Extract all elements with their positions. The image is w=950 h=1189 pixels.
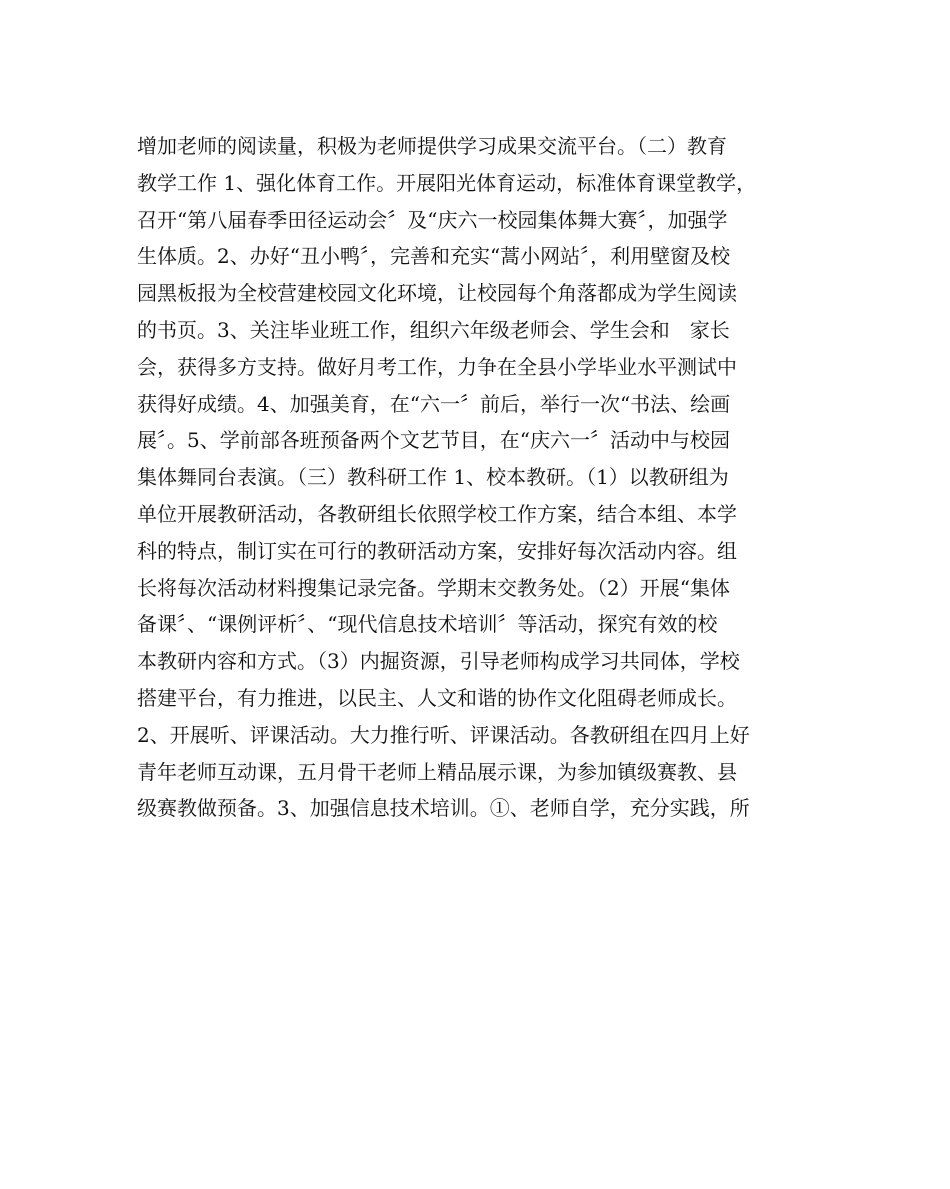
text-line-12: 科的特点，制订实在可行的教研活动方案，安排好每次活动内容。组 bbox=[137, 538, 737, 563]
text-line-9: 展〞。5、学前部各班预备两个文艺节目，在“庆六一〞活动中与校园 bbox=[137, 428, 730, 453]
text-line-15: 本教研内容和方式。（3）内掘资源，引导老师构成学习共同体，学校 bbox=[137, 649, 740, 674]
text-line-19: 级赛教做预备。3、加强信息技术培训。①、老师自学，充分实践，所 bbox=[137, 796, 750, 821]
text-line-1: 增加老师的阅读量，积极为老师提供学习成果交流平台。（二）教育 bbox=[137, 134, 727, 158]
body-text bbox=[137, 128, 817, 827]
text-line-4: 生体质。2、办好“丑小鸭〞，完善和充实“蒿小网站〞，利用壁窗及校 bbox=[137, 244, 731, 269]
text-line-14: 备课〞、“课例评析〞、“现代信息技术培训〞等活动，探究有效的校 bbox=[137, 612, 718, 637]
text-line-3: 召开“第八届春季田径运动会〞及“庆六一校园集体舞大赛〞，加强学 bbox=[137, 207, 728, 232]
text-line-8: 获得好成绩。4、加强美育，在“六一〞前后，举行一次“书法、绘画 bbox=[137, 391, 731, 416]
text-line-11: 单位开展教研活动，各教研组长依照学校工作方案，结合本组、本学 bbox=[137, 501, 737, 526]
text-line-10: 集体舞同台表演。（三）教科研工作 1、校本教研。（1）以教研组为 bbox=[137, 465, 729, 490]
text-line-13: 长将每次活动材料搜集记录完备。学期末交教务处。（2）开展“集体 bbox=[137, 575, 730, 600]
text-line-7: 会，获得多方支持。做好月考工作，力争在全县小学毕业水平测试中 bbox=[137, 354, 737, 379]
text-line-2: 教学工作 1、强化体育工作。开展阳光体育运动，标准体育课堂教学， bbox=[137, 170, 757, 195]
text-line-18: 青年老师互动课，五月骨干老师上精品展示课，为参加镇级赛教、县 bbox=[137, 759, 737, 784]
text-line-6: 的书页。3、关注毕业班工作，组织六年级老师会、学生会和 家长 bbox=[137, 317, 730, 342]
text-line-16: 搭建平台，有力推进，以民主、人文和谐的协作文化阻碍老师成长。 bbox=[137, 685, 737, 710]
text-line-5: 园黑板报为全校营建校园文化环境，让校园每个角落都成为学生阅读 bbox=[137, 281, 737, 306]
text-line-17: 2、开展听、评课活动。大力推行听、评课活动。各教研组在四月上好 bbox=[137, 722, 750, 747]
